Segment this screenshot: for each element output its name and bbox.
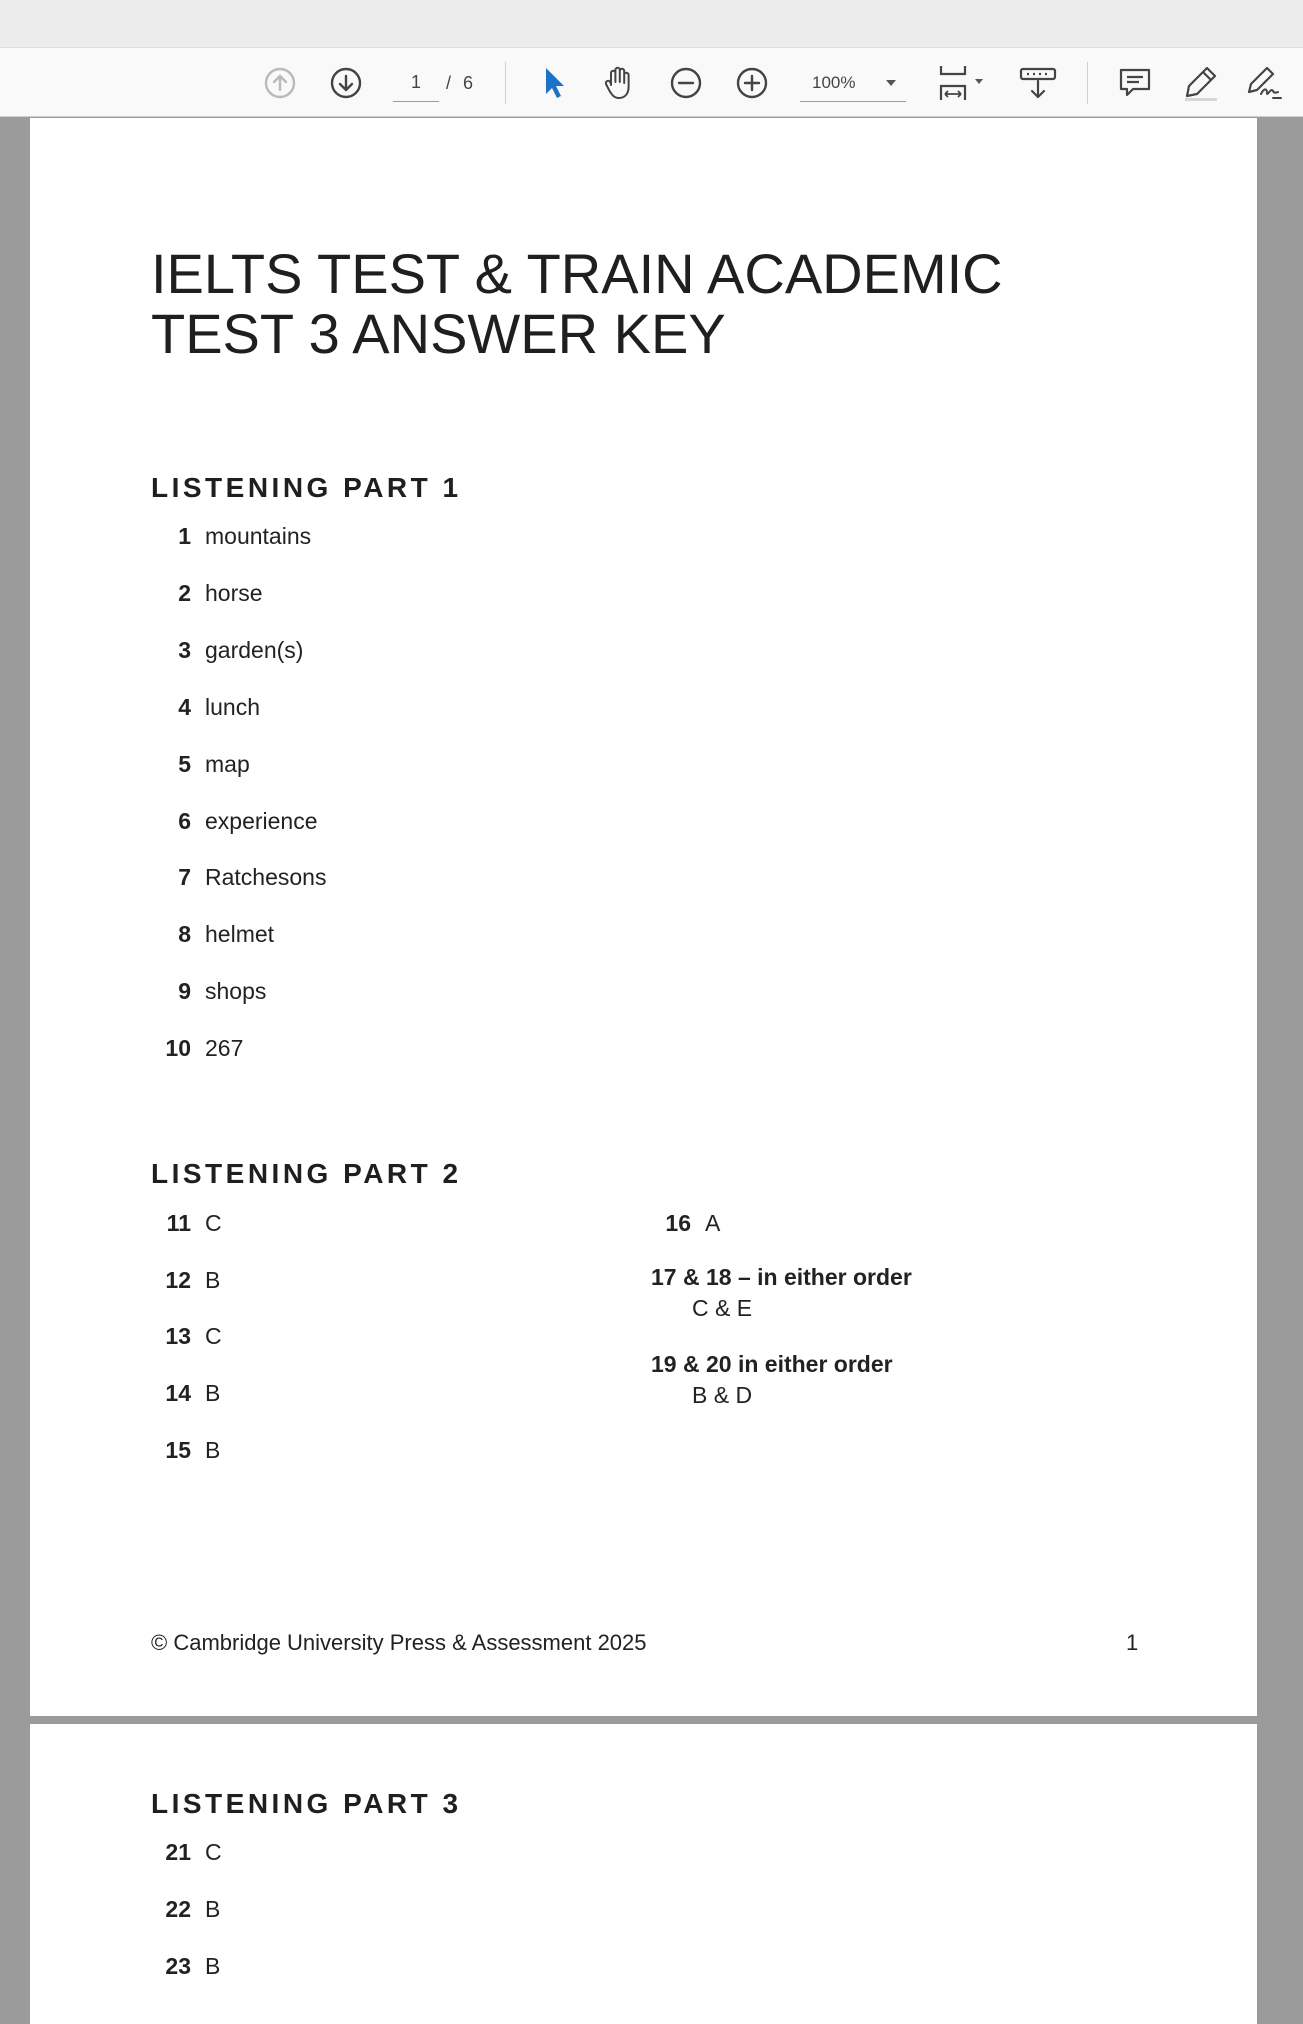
answer-number: 4: [178, 694, 191, 720]
zoom-select[interactable]: [800, 64, 906, 102]
answer-value: B: [205, 1437, 221, 1463]
answer-value: C: [205, 1323, 222, 1349]
answer-number: 9: [178, 978, 191, 1004]
answer-value: 267: [205, 1035, 244, 1061]
section-heading-part3: LISTENING PART 3: [151, 1788, 462, 1819]
answer-value: Ratchesons: [205, 864, 327, 890]
pdf-page-2: [30, 1724, 1257, 2024]
title-line-1: IELTS TEST & TRAIN ACADEMIC: [151, 242, 1003, 305]
section-heading-part1: LISTENING PART 1: [151, 472, 462, 503]
answer-number: 23: [165, 1953, 191, 1979]
highlight-button[interactable]: [1181, 48, 1221, 118]
answer-value: B: [205, 1896, 221, 1922]
sign-icon: [1245, 64, 1285, 102]
next-page-button[interactable]: [328, 48, 364, 118]
highlight-icon: [1181, 64, 1221, 102]
answer-number: 12: [165, 1267, 191, 1293]
answer-number: 7: [178, 864, 191, 890]
hand-tool-icon: [602, 65, 636, 101]
answer-value: lunch: [205, 694, 260, 720]
answer-number: 22: [165, 1896, 191, 1922]
pdf-toolbar: [0, 47, 1303, 117]
answer-number: 8: [178, 921, 191, 947]
scroll-mode-button[interactable]: [1019, 48, 1057, 118]
toolbar-separator: [1087, 62, 1088, 104]
zoom-out-icon: [670, 67, 702, 99]
answer-number: 11: [166, 1210, 191, 1236]
select-tool-button[interactable]: [540, 48, 570, 118]
copyright-footer: © Cambridge University Press & Assessment 2025: [151, 1630, 647, 1655]
section-heading-part2: LISTENING PART 2: [151, 1158, 462, 1189]
page-fit-icon: [937, 64, 987, 102]
prev-page-button[interactable]: [262, 48, 298, 118]
next-page-icon: [330, 67, 362, 99]
answer-number: 1: [178, 523, 191, 549]
answer-value: experience: [205, 808, 318, 834]
comment-icon: [1118, 66, 1152, 100]
answer-value: garden(s): [205, 637, 304, 663]
answer-value: C: [205, 1210, 222, 1236]
chevron-down-icon: [886, 80, 896, 86]
toolbar-separator: [505, 62, 506, 104]
answer-number: 10: [165, 1035, 191, 1061]
page-fit-button[interactable]: [937, 48, 987, 118]
answer-value: shops: [205, 978, 267, 1004]
page-title: [151, 244, 1151, 364]
comment-button[interactable]: [1117, 48, 1153, 118]
answer-value: A: [705, 1210, 721, 1236]
answer-number: 2: [178, 580, 191, 606]
answer-number: 3: [178, 637, 191, 663]
answer-value: B: [205, 1380, 221, 1406]
answer-number: 14: [165, 1380, 191, 1406]
answer-number: 16: [665, 1210, 691, 1236]
prev-page-icon: [264, 67, 296, 99]
page-number-input[interactable]: 1: [393, 64, 439, 102]
zoom-out-button[interactable]: [668, 48, 704, 118]
zoom-value: 100%: [812, 72, 856, 92]
answer-value: C: [205, 1839, 222, 1865]
answer-value: horse: [205, 580, 263, 606]
either-order-answer: B & D: [692, 1382, 753, 1408]
answer-number: 15: [165, 1437, 191, 1463]
page-total: / 6: [446, 72, 474, 93]
page-number-footer: 1: [1126, 1630, 1139, 1655]
answer-value: helmet: [205, 921, 275, 947]
answer-number: 21: [165, 1839, 191, 1865]
either-order-answer: C & E: [692, 1295, 753, 1321]
window-top-strip: [0, 0, 1303, 47]
answer-value: mountains: [205, 523, 312, 549]
either-order-label: 17 & 18 – in either order: [651, 1264, 912, 1290]
zoom-in-button[interactable]: [734, 48, 770, 118]
answer-number: 13: [165, 1323, 191, 1349]
answer-value: B: [205, 1267, 221, 1293]
pdf-page-1: [30, 118, 1257, 1716]
hand-tool-button[interactable]: [601, 48, 637, 118]
either-order-label: 19 & 20 in either order: [651, 1351, 893, 1377]
answer-value: map: [205, 751, 250, 777]
answer-number: 5: [178, 751, 191, 777]
select-cursor-icon: [542, 66, 568, 100]
scroll-mode-icon: [1019, 65, 1057, 101]
answer-number: 6: [178, 808, 191, 834]
sign-button[interactable]: [1245, 48, 1285, 118]
answer-value: B: [205, 1953, 221, 1979]
zoom-in-icon: [736, 67, 768, 99]
title-line-2: TEST 3 ANSWER KEY: [151, 302, 726, 365]
page-total-value: 6: [463, 72, 474, 93]
